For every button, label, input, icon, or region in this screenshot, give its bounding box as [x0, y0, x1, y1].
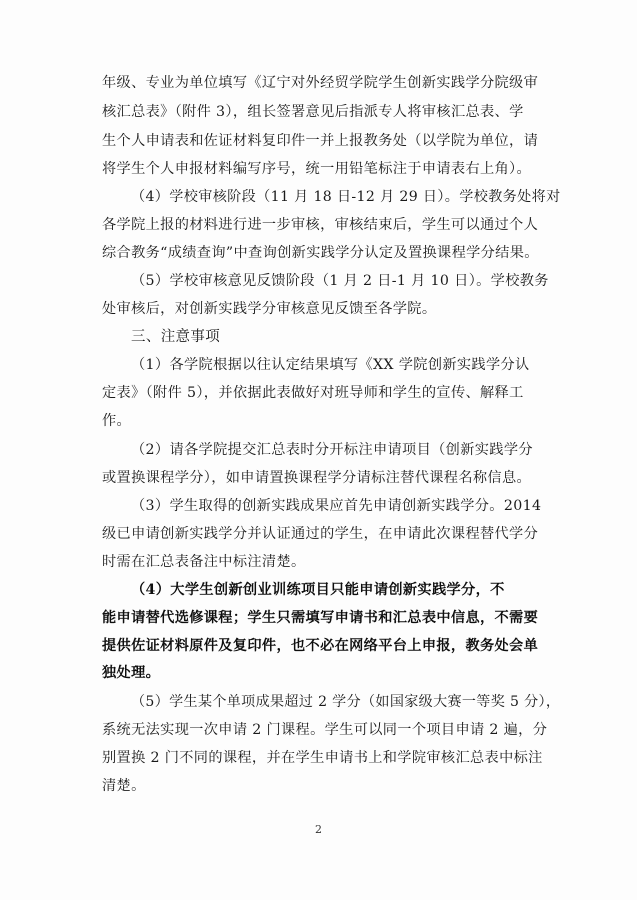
paragraph-line: 级已申请创新实践学分并认证通过的学生，在申请此次课程替代学分	[102, 526, 539, 542]
paragraph-line: （1）各学院根据以往认定结果填写《XX 学院创新实践学分认	[131, 357, 530, 373]
paragraph-line: （2）请各学院提交汇总表时分开标注申请项目（创新实践学分	[131, 442, 533, 458]
paragraph-line: 别置换 2 门不同的课程，并在学生申请书上和学院审核汇总表中标注	[102, 750, 543, 766]
paragraph-line: 将学生个人申报材料编写序号，统一用铅笔标注于申请表右上角）。	[102, 161, 532, 177]
paragraph-line: （3）学生取得的创新实践成果应首先申请创新实践学分。2014	[131, 498, 542, 514]
paragraph-line: 各学院上报的材料进行进一步审核，审核结束后，学生可以通过个人	[102, 217, 539, 233]
paragraph-line: 综合教务“成绩查询”中查询创新实践学分认定及置换课程学分结果。	[102, 245, 539, 261]
paragraph-line: 处审核后，对创新实践学分审核意见反馈至各学院。	[102, 301, 437, 317]
paragraph-line: 核汇总表》（附件 3），组长签署意见后指派专人将审核汇总表、学	[102, 104, 524, 120]
paragraph-line: 生个人申请表和佐证材料复印件一并上报教务处（以学院为单位，请	[102, 133, 539, 149]
paragraph-line: 清楚。	[102, 778, 146, 794]
paragraph-line: （4）学校审核阶段（11 月 18 日-12 月 29 日）。学校教务处将对	[131, 189, 561, 205]
paragraph-line: 或置换课程学分），如申请置换课程学分请标注替代课程名称信息。	[102, 470, 532, 486]
paragraph-line: （4）大学生创新创业训练项目只能申请创新实践学分，不	[131, 582, 505, 598]
paragraph-line: （5）学生某个单项成果超过 2 学分（如国家级大赛一等奖 5 分），	[131, 694, 561, 710]
section-heading: 三、注意事项	[131, 329, 221, 345]
paragraph-line: 独处理。	[102, 665, 161, 681]
paragraph-line: 提供佐证材料原件及复印件，也不必在网络平台上申报，教务处会单	[102, 638, 539, 654]
paragraph-line: 作。	[102, 413, 132, 429]
paragraph-line: 时需在汇总表备注中标注清楚。	[102, 554, 306, 570]
paragraph-line: 系统无法实现一次申请 2 门课程。学生可以同一个项目申请 2 遍，分	[102, 722, 548, 738]
paragraph-line: 定表》（附件 5），并依据此表做好对班导师和学生的宣传、解释工	[102, 385, 524, 401]
page-number: 2	[315, 823, 322, 836]
paragraph-line: （5）学校审核意见反馈阶段（1 月 2 日-1 月 10 日）。学校教务	[131, 273, 549, 289]
paragraph-line: 年级、专业为单位填写《辽宁对外经贸学院学生创新实践学分院级审	[102, 75, 539, 91]
paragraph-line: 能申请替代选修课程；学生只需填写申请书和汇总表中信息，不需要	[102, 610, 539, 626]
